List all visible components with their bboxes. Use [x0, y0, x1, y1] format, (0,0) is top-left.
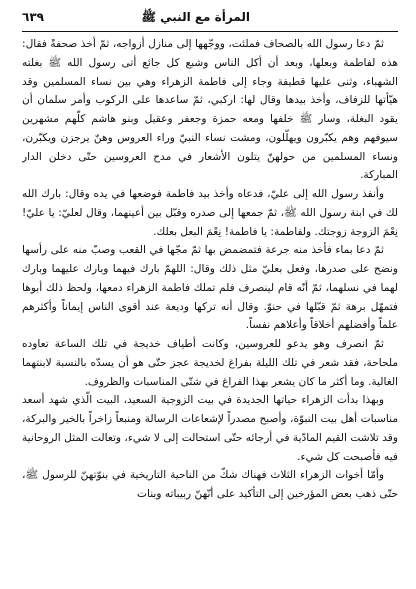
paragraph: ثمّ انصرف وهو يدعو للعروسين، وكانت أطياف خديجة في تلك الساعة تعاوده ملحاحة، فقد شعر في تلك الليلة بفراغ لخديجة عجز حتّى هو أن يسدّه بالنسبة لابنتهما الغالية. وما أكثر ما كان يشعر بهذا الفراغ في شتّى المناسبات والظروف. [22, 338, 398, 388]
paragraph: وأمّا أخوات الزهراء الثلاث فهناك شكّ من الناحية التاريخية في بنوّتهنّ للرسول ﷺ، حتّى ذهب بعض المؤرخين إلى التأكيد على أنّهنّ ربيباته وبنات [22, 469, 398, 500]
header-divider [22, 31, 398, 32]
paragraph: ثمّ دعا بماء فأخذ منه جرعة فتمضمض بها ثمّ مجّها في القعب وصبّ منه على رأسها ونضح على صدرها، وفعل بعليّ مثل ذلك وقال: اللهمّ بارك فيهما وبارك عليهما وبارك لهما في نسلهما، ثمّ أنّه قام لينصرف فلم تملك فاطمة الزهراء دمعها، ولحظ ذلك أبوها فتمهّل برهة ثمّ قبّلها في حنوّ. وقال أنه تركها وديعة عند أقوى الناس إيماناً وأكثرهم علماً وأفضلهم أخلاقاً وأعلاهم نفساً. [22, 244, 398, 332]
paragraph: وأنفذ رسول الله إلى عليّ، فدعاه وأخذ بيد فاطمة فوضعها في يده وقال: بارك الله لك في ابنة رسول الله ﷺ، ثمّ جمعها إلى صدره وقبّل بين أعينهما، وقال لعليّ: يا عليّ! نِعْمَ الزوجة زوجتك. ولفاطمة: يا فاطمة! نِعْمَ البعل بعلك. [22, 188, 398, 238]
running-title: المرأة مع النبي ﷺ [141, 10, 250, 24]
paragraph: وبهذا بدأت الزهراء حياتها الجديدة في بيت الزوجية السعيد، البيت الّذي شهد أسعد مناسبات أهل بيت النبوّة، وأصبح مصدراً لإشعاعات الرسالة ومنبعاً زاخراً بالخير والبركة، وقد تلاشت القيم المادّية في أرجائه حتّى استحالت إلى لا شيء، وتعالت المثل الروحانية فيه فأصبحت كل شيء. [22, 394, 398, 463]
paragraph: ثمّ دعا رسول الله بالصحاف فملئت، ووجّهها إلى منازل أزواجه، ثمّ أخذ صحفةً فقال: هذه لفاطمة وبعلها، وبعد أن أكل الناس وشبع كل جائع أتى رسول الله ﷺ بغلته الشهباء، وثنى عليها قطيفة وجاء إلى فاطمة الزهراء وهي بين نساء المسلمين وقد هيّأتها للزفاف، وأخذ بيدها وقال لها: اركبي، ثمّ ساعدها على الركوب وأمر سلمان أن يقود البغلة، وسار ﷺ خلفها ومعه حمزة وجعفر وعقيل وبنو هاشم كلّهم مشهرين سيوفهم وهم يكبّرون ويهلّلون، ومشت نساء النبيّ وراء العروس وهنّ يرجزن ويكبّرن، ونساء المسلمين من حولهنّ يتلون الأشعار في مدح العروسين حتّى دخلن الدار المباركة. [22, 38, 398, 182]
page-body-text [22, 35, 398, 585]
page-number: ٦٣٩ [22, 10, 44, 24]
running-header [22, 10, 398, 30]
